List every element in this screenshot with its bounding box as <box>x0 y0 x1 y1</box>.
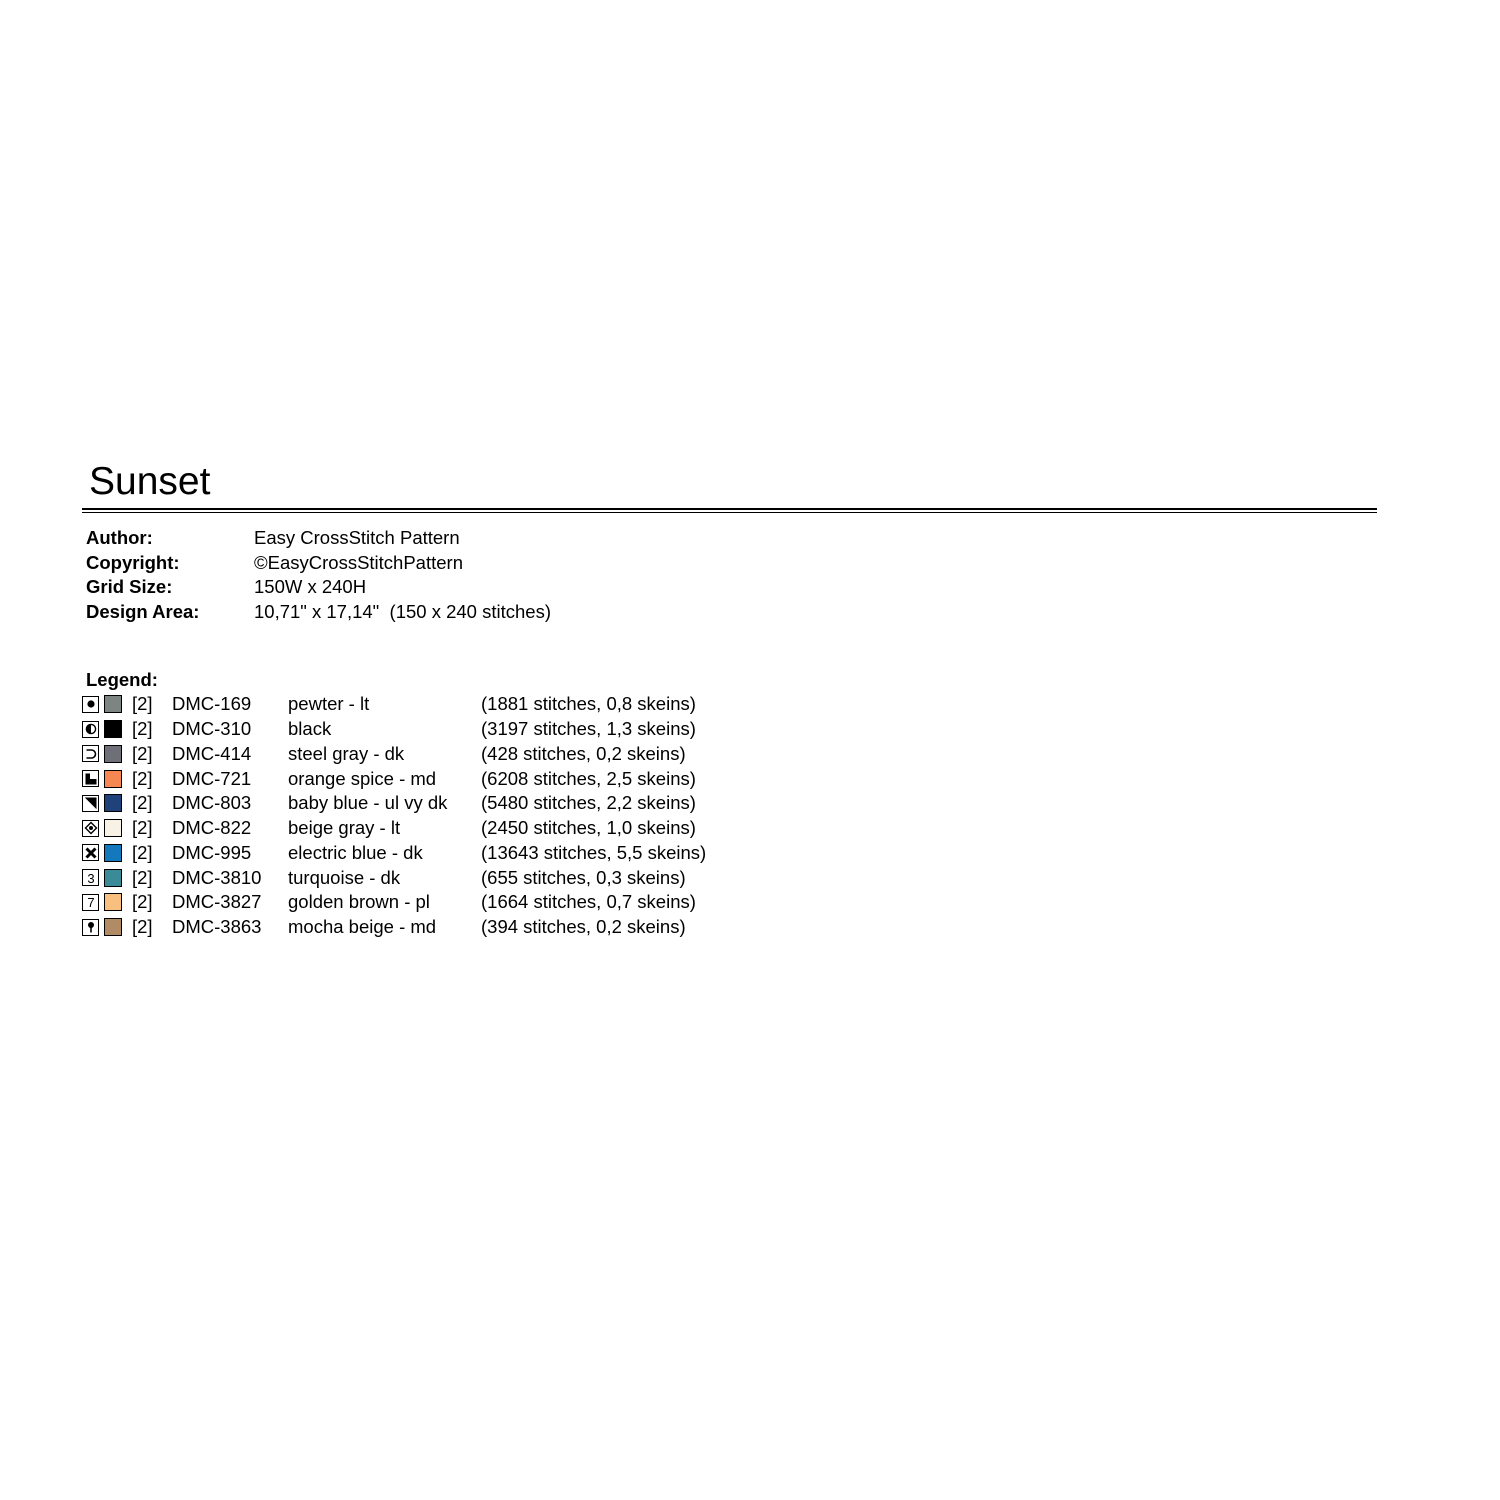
strand-count: [2] <box>132 693 153 715</box>
thread-name: steel gray - dk <box>288 742 405 764</box>
stitch-count: (655 stitches, 0,3 skeins) <box>481 866 686 888</box>
thread-code: DMC-414 <box>172 742 252 764</box>
stitch-count: (3197 stitches, 1,3 skeins) <box>481 718 696 740</box>
thread-name: mocha beige - md <box>288 916 437 938</box>
thread-code: DMC-3827 <box>172 891 262 913</box>
legend-item <box>82 791 706 816</box>
thread-name: electric blue - dk <box>288 841 423 863</box>
info-row-copyright <box>86 551 551 576</box>
info-value: 150W x 240H <box>254 576 367 598</box>
strand-count: [2] <box>132 742 153 764</box>
thread-name: golden brown - pl <box>288 891 430 913</box>
svg-text:3: 3 <box>86 870 95 885</box>
title-rule-thin <box>82 512 1377 513</box>
strand-count: [2] <box>132 841 153 863</box>
legend-item <box>82 865 706 890</box>
legend-title: Legend: <box>86 669 158 690</box>
title-rule-thick <box>82 508 1377 510</box>
info-label: Author: <box>86 527 153 549</box>
legend-list <box>82 692 706 940</box>
info-row-author <box>86 526 551 551</box>
stitch-count: (13643 stitches, 5,5 skeins) <box>481 841 707 863</box>
thread-code: DMC-803 <box>172 792 252 814</box>
color-swatch <box>104 695 122 713</box>
digit-3-icon <box>82 869 99 886</box>
stitch-count: (428 stitches, 0,2 skeins) <box>481 742 686 764</box>
strand-count: [2] <box>132 792 153 814</box>
info-label: Grid Size: <box>86 576 173 598</box>
legend-item <box>82 717 706 742</box>
info-label: Copyright: <box>86 551 180 573</box>
half-circle-icon <box>82 721 99 738</box>
thread-code: DMC-995 <box>172 841 252 863</box>
color-swatch <box>104 869 122 887</box>
strand-count: [2] <box>132 817 153 839</box>
dot-icon <box>82 696 99 713</box>
legend-item <box>82 692 706 717</box>
svg-text:7: 7 <box>86 895 95 910</box>
strand-count: [2] <box>132 891 153 913</box>
thread-name: baby blue - ul vy dk <box>288 792 448 814</box>
thread-name: pewter - lt <box>288 693 370 715</box>
thread-code: DMC-3810 <box>172 866 262 888</box>
color-swatch <box>104 745 122 763</box>
thread-code: DMC-3863 <box>172 916 262 938</box>
color-swatch <box>104 893 122 911</box>
cross-icon <box>82 844 99 861</box>
strand-count: [2] <box>132 866 153 888</box>
thread-name: turquoise - dk <box>288 866 401 888</box>
color-swatch <box>104 720 122 738</box>
thread-name: orange spice - md <box>288 767 437 789</box>
legend-item <box>82 742 706 767</box>
legend-item <box>82 841 706 866</box>
pattern-title: Sunset <box>89 460 211 503</box>
corner-block-icon <box>82 770 99 787</box>
legend-item <box>82 890 706 915</box>
info-value: 10,71" x 17,14" (150 x 240 stitches) <box>254 600 551 622</box>
info-label: Design Area: <box>86 600 200 622</box>
strand-count: [2] <box>132 767 153 789</box>
legend-item <box>82 915 706 940</box>
color-swatch <box>104 844 122 862</box>
strand-count: [2] <box>132 916 153 938</box>
color-swatch <box>104 770 122 788</box>
legend-item <box>82 816 706 841</box>
info-value: ©EasyCrossStitchPattern <box>254 551 463 573</box>
info-value: Easy CrossStitch Pattern <box>254 527 460 549</box>
stitch-count: (1881 stitches, 0,8 skeins) <box>481 693 696 715</box>
legend-item <box>82 766 706 791</box>
thread-code: DMC-822 <box>172 817 252 839</box>
strand-count: [2] <box>132 718 153 740</box>
stitch-count: (2450 stitches, 1,0 skeins) <box>481 817 696 839</box>
info-row-design-area <box>86 600 551 625</box>
info-row-grid-size <box>86 575 551 600</box>
pattern-info <box>86 526 551 624</box>
stitch-count: (1664 stitches, 0,7 skeins) <box>481 891 696 913</box>
pin-icon <box>82 919 99 936</box>
diagonal-triangle-icon <box>82 795 99 812</box>
stitch-count: (6208 stitches, 2,5 skeins) <box>481 767 696 789</box>
diamond-dot-icon <box>82 820 99 837</box>
thread-name: black <box>288 718 332 740</box>
thread-name: beige gray - lt <box>288 817 401 839</box>
color-swatch <box>104 794 122 812</box>
color-swatch <box>104 819 122 837</box>
thread-code: DMC-169 <box>172 693 252 715</box>
digit-7-icon <box>82 894 99 911</box>
thread-code: DMC-310 <box>172 718 252 740</box>
stitch-count: (394 stitches, 0,2 skeins) <box>481 916 686 938</box>
stitch-count: (5480 stitches, 2,2 skeins) <box>481 792 696 814</box>
open-loop-icon <box>82 745 99 762</box>
color-swatch <box>104 918 122 936</box>
thread-code: DMC-721 <box>172 767 252 789</box>
